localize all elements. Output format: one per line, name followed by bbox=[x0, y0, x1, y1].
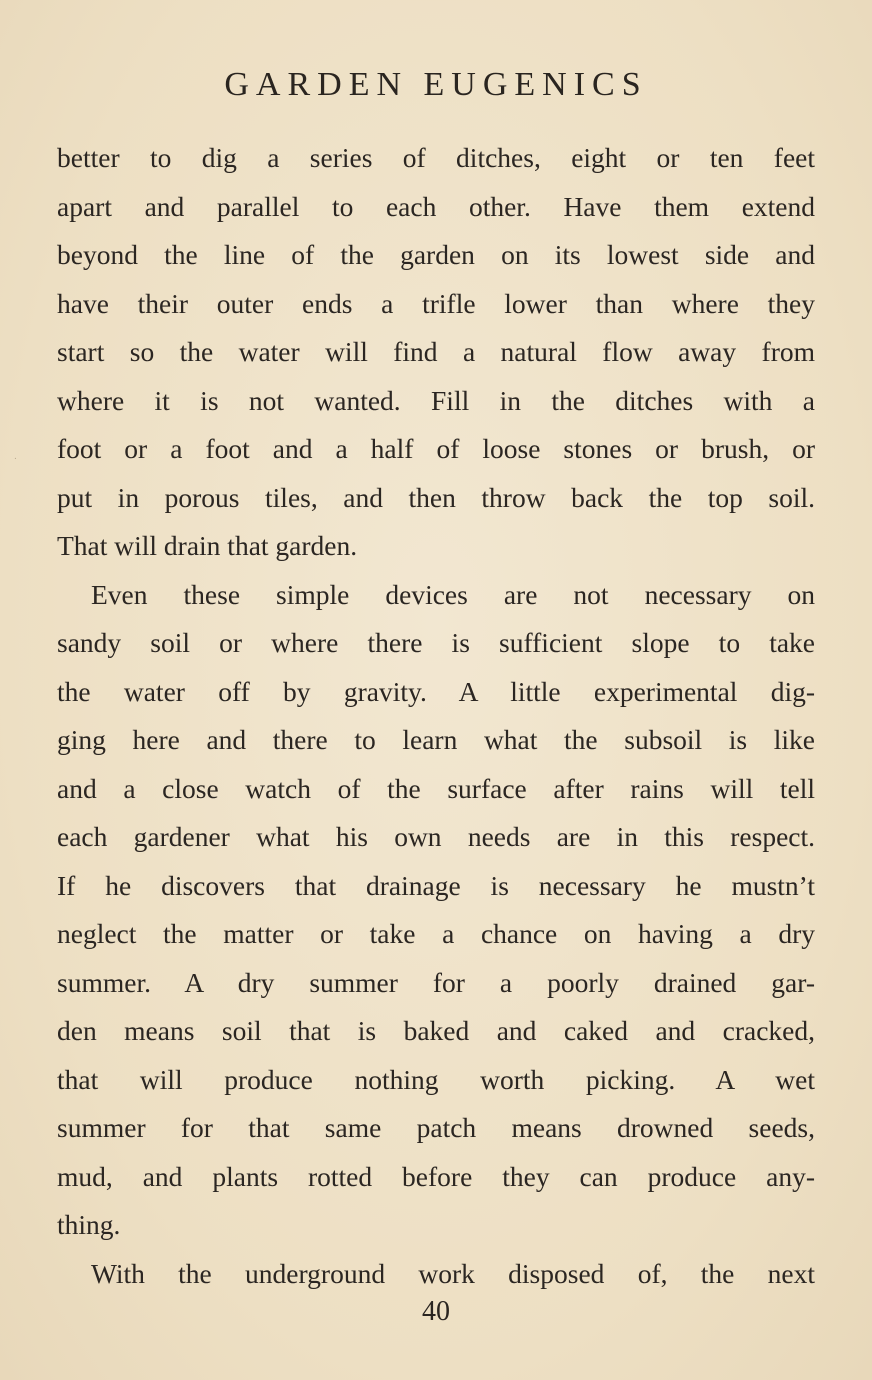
text-line: have their outer ends a trifle lower than where they bbox=[57, 287, 815, 319]
text-line: where it is not wanted. Fill in the ditches with a bbox=[57, 384, 815, 416]
text-line: summer for that same patch means drowned seeds, bbox=[57, 1112, 815, 1143]
body-text bbox=[57, 134, 815, 1298]
text-line: Even these simple devices are not necessary on bbox=[91, 578, 815, 610]
text-line: put in porous tiles, and then throw back the top soil. bbox=[57, 481, 815, 513]
text-line: sandy soil or where there is sufficient slope to take bbox=[57, 627, 815, 658]
text-line: foot or a foot and a half of loose stones or brush, or bbox=[57, 433, 815, 464]
text-line: start so the water will find a natural flow away from bbox=[57, 336, 815, 367]
text-line: If he discovers that drainage is necessary he mustn’t bbox=[57, 869, 815, 901]
page-number: 40 bbox=[422, 1296, 450, 1327]
text-line: the water off by gravity. A little experimental dig- bbox=[57, 675, 815, 707]
text-line: summer. A dry summer for a poorly drained gar- bbox=[57, 966, 815, 998]
text-line: neglect the matter or take a chance on having a dry bbox=[57, 918, 815, 949]
text-line: ging here and there to learn what the subsoil is like bbox=[57, 724, 815, 755]
text-line: thing. bbox=[57, 1209, 121, 1240]
text-line: and a close watch of the surface after rains will tell bbox=[57, 772, 815, 804]
text-line: that will produce nothing worth picking. A wet bbox=[57, 1063, 815, 1095]
text-line: apart and parallel to each other. Have them extend bbox=[57, 190, 815, 222]
text-line: beyond the line of the garden on its lowest side and bbox=[57, 239, 815, 270]
running-head: GARDEN EUGENICS bbox=[224, 66, 648, 103]
text-line: den means soil that is baked and caked and cracked, bbox=[57, 1015, 815, 1046]
text-line: each gardener what his own needs are in this respect. bbox=[57, 821, 815, 852]
text-line: That will drain that garden. bbox=[57, 530, 358, 561]
text-line: better to dig a series of ditches, eight or ten feet bbox=[57, 142, 815, 173]
paper-speck: . bbox=[14, 452, 17, 462]
text-line: mud, and plants rotted before they can produce any- bbox=[57, 1160, 815, 1192]
text-line: With the underground work disposed of, the next bbox=[91, 1257, 815, 1289]
